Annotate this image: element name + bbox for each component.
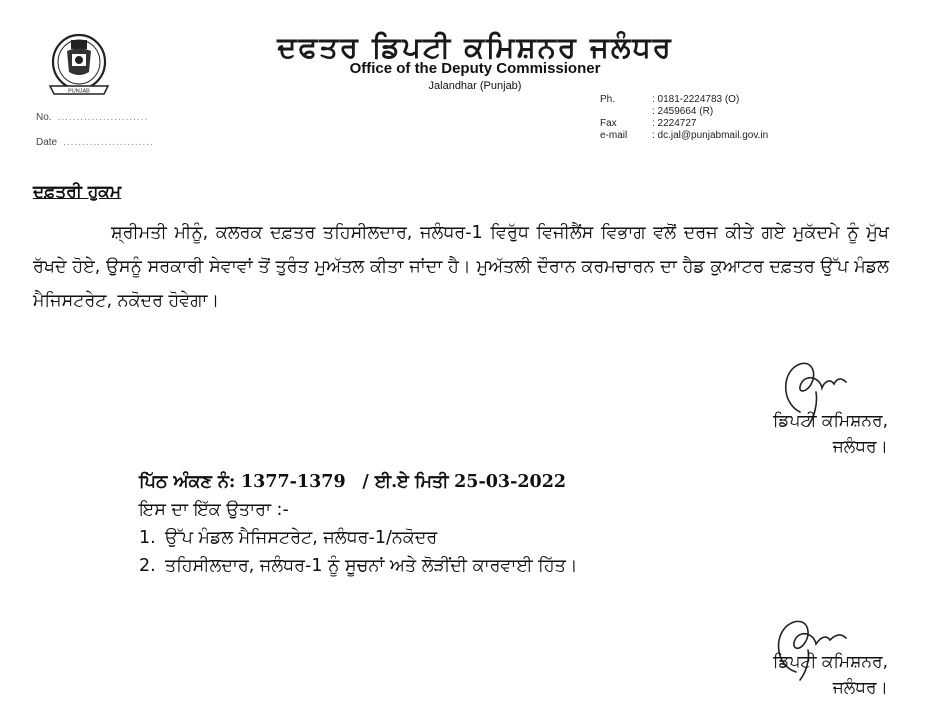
order-heading: ਦਫ਼ਤਰੀ ਹੁਕਮ: [33, 182, 122, 202]
email-address: : dc.jal@punjabmail.gov.in: [652, 130, 769, 141]
letterhead-title-english: Office of the Deputy Commissioner: [349, 60, 601, 77]
reference-number-dots: ........................: [57, 112, 149, 123]
phone-office: : 0181-2224783 (O): [652, 94, 740, 105]
copy-line: ਇਸ ਦਾ ਇੱਕ ਉਤਾਰਾ :-: [139, 500, 289, 520]
emblem-text: PUNJAB: [68, 88, 90, 95]
recipient-list: [139, 524, 578, 580]
phone-label: Ph.: [600, 94, 616, 105]
letterhead-title-punjabi: ਦਫਤਰ ਡਿਪਟੀ ਕਮਿਸ਼ਨਰ ਜਲੰਧਰ: [277, 30, 673, 64]
fax-number: : 2224727: [652, 118, 697, 129]
reference-number-label: No.: [36, 112, 52, 123]
list-item: 1. ਉੱਪ ਮੰਡਲ ਮੈਜਿਸਟਰੇਟ, ਜਲੰਧਰ-1/ਨਕੋਦਰ: [139, 528, 438, 548]
signature-block-2: [700, 649, 888, 701]
endorsement-block: [139, 468, 578, 580]
signature-2-designation: ਡਿਪਟੀ ਕਮਿਸ਼ਨਰ,: [772, 652, 888, 672]
endorsement-dept: / ਈ.ਏ ਮਿਤੀ: [362, 472, 449, 492]
phone-residence: : 2459664 (R): [652, 106, 714, 117]
reference-date-line: [36, 137, 154, 148]
reference-date-label: Date: [36, 137, 58, 148]
list-item: 2. ਤਹਿਸੀਲਦਾਰ, ਜਲੰਧਰ-1 ਨੂੰ ਸੂਚਨਾਂ ਅਤੇ ਲੋੜੀਂਦੀ ਕਾਰਵਾਈ ਹਿੱਤ।: [139, 556, 578, 576]
signature-1-designation: ਡਿਪਟੀ ਕਮਿਸ਼ਨਰ,: [772, 411, 888, 431]
signature-1-place: ਜਲੰਧਰ।: [832, 437, 888, 457]
signature-block-1: [700, 408, 888, 460]
letterhead-location: Jalandhar (Punjab): [428, 80, 522, 92]
email-label: e-mail: [600, 130, 628, 141]
fax-label: Fax: [600, 118, 617, 129]
state-emblem-icon: [36, 28, 122, 100]
contact-block: [600, 94, 768, 142]
endorsement-date: 25-03-2022: [454, 472, 567, 492]
endorsement-label: ਪਿੱਠ ਅੰਕਣ ਨੰ:: [139, 472, 236, 492]
reference-number-line: [36, 112, 148, 123]
endorsement-number: 1377-1379: [240, 472, 346, 492]
reference-date-dots: ........................: [63, 137, 154, 148]
signature-2-place: ਜਲੰਧਰ।: [832, 678, 888, 698]
order-body: ਸ਼੍ਰੀਮਤੀ ਮੀਨੂੰ, ਕਲਰਕ ਦਫ਼ਤਰ ਤਹਿਸੀਲਦਾਰ, ਜਲੰਧਰ-1 ਵਿਰੁੱਧ ਵਿਜੀਲੈਂਸ ਵਿਭਾਗ ਵਲੋਂ ਦਰਜ ਕੀਤੇ ਗਏ ਮੁਕੱਦਮੇ ਨੂੰ ਮੁੱਖ ਰੱਖਦੇ ਹੋਏ, ਉਸਨੂੰ ਸਰਕਾਰੀ ਸੇਵਾਵਾਂ ਤੋਂ ਤੁਰੰਤ ਮੁਅੱਤਲ ਕੀਤਾ ਜਾਂਦਾ ਹੈ। ਮੁਅੱਤਲੀ ਦੌਰਾਨ ਕਰਮਚਾਰਨ ਦਾ ਹੈਡ ਕੁਆਟਰ ਦਫ਼ਤਰ ਉੱਪ ਮੰਡਲ ਮੈਜਿਸਟਰੇਟ, ਨਕੋਦਰ ਹੋਵੇਗਾ।: [33, 223, 889, 311]
